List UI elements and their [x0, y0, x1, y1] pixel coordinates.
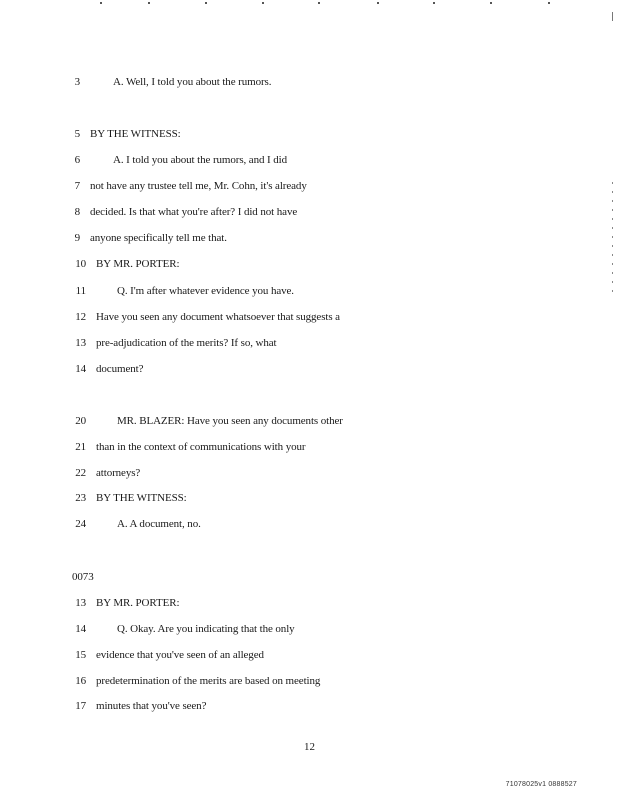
line-text: document?: [96, 363, 144, 375]
line-text: anyone specifically tell me that.: [90, 232, 227, 244]
bates-number: 71078025v1 0888527: [505, 781, 577, 788]
line-number: 10: [75, 258, 86, 270]
line-number: 8: [74, 206, 80, 218]
line-number: 13: [75, 597, 86, 609]
line-text: Q. Okay. Are you indicating that the only: [117, 623, 295, 635]
line-text: decided. Is that what you're after? I did not have: [90, 206, 298, 218]
line-number: 6: [74, 154, 80, 166]
line-number: 11: [75, 285, 86, 297]
page-marker-text: 0073: [72, 571, 94, 583]
line-number: 24: [75, 518, 86, 530]
line-text: A. I told you about the rumors, and I did: [113, 154, 288, 166]
scan-mark-top-right: [612, 12, 613, 21]
line-text: BY THE WITNESS:: [90, 128, 181, 140]
line-number: 21: [75, 441, 86, 453]
line-number: 22: [75, 467, 86, 479]
line-text: predetermination of the merits are based on meeting: [96, 675, 321, 687]
line-text: attorneys?: [96, 467, 141, 479]
line-number: 13: [75, 337, 86, 349]
line-text: MR. BLAZER: Have you seen any documents other: [117, 415, 343, 427]
line-number: 9: [74, 232, 80, 244]
line-text: than in the context of communications with your: [96, 441, 306, 453]
line-text: minutes that you've seen?: [96, 700, 207, 712]
line-text: Q. I'm after whatever evidence you have.: [117, 285, 294, 297]
line-text: Have you seen any document whatsoever that suggests a: [96, 311, 340, 323]
line-text: BY MR. PORTER:: [96, 597, 180, 609]
line-number: 20: [75, 415, 86, 427]
line-number: 17: [75, 700, 86, 712]
line-number: 7: [74, 180, 80, 192]
page-number: 12: [304, 741, 315, 753]
line-text: BY MR. PORTER:: [96, 258, 180, 270]
scan-mark-right-margin: [612, 182, 613, 292]
line-text: A. Well, I told you about the rumors.: [113, 76, 272, 88]
line-number: 16: [75, 675, 86, 687]
line-text: evidence that you've seen of an alleged: [96, 649, 264, 661]
line-number: 15: [75, 649, 86, 661]
line-text: not have any trustee tell me, Mr. Cohn, it's already: [90, 180, 307, 192]
line-text: A. A document, no.: [117, 518, 201, 530]
line-number: 23: [75, 492, 86, 504]
scan-artifacts-top: [0, 0, 619, 6]
line-number: 3: [74, 76, 80, 88]
line-number: 14: [75, 623, 86, 635]
line-number: 12: [75, 311, 86, 323]
line-text: BY THE WITNESS:: [96, 492, 187, 504]
line-number: 14: [75, 363, 86, 375]
line-text: pre-adjudication of the merits? If so, what: [96, 337, 277, 349]
line-number: 5: [74, 128, 80, 140]
